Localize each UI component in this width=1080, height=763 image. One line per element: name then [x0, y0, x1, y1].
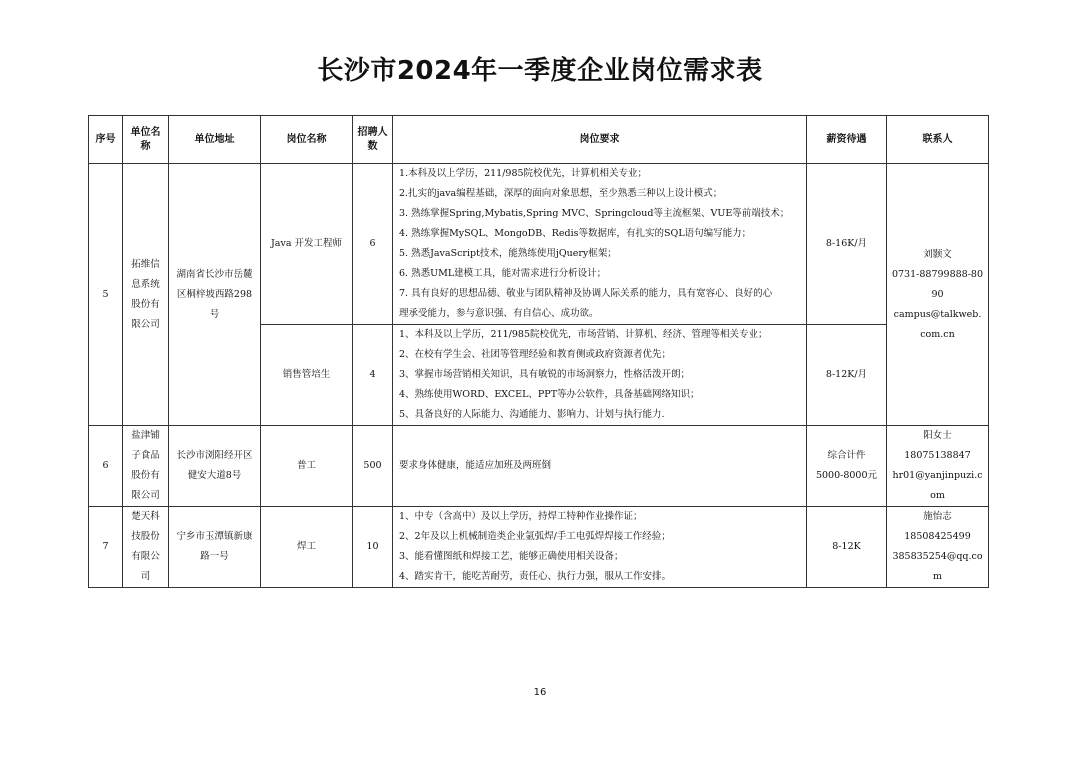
- table-row: [89, 507, 989, 588]
- requirement-line: 1、本科及以上学历，211/985院校优先，市场营销、计算机、经济、管理等相关专业；: [399, 329, 768, 340]
- position-requirements: [393, 426, 807, 507]
- row-number: 5: [89, 164, 123, 426]
- table-row: [89, 426, 989, 507]
- salary: 8-12K/月: [807, 325, 887, 426]
- position-requirements: [393, 164, 807, 325]
- table-row: [89, 164, 989, 325]
- requirement-line: 6. 熟悉UML建模工具，能对需求进行分析设计；: [399, 268, 607, 279]
- page-title: 长沙市2024年一季度企业岗位需求表: [317, 56, 763, 86]
- position-requirements: [393, 325, 807, 426]
- requirement-line: 1.本科及以上学历，211/985院校优先，计算机相关专业；: [399, 168, 648, 179]
- header-no: 序号: [89, 116, 123, 164]
- requirement-line: 2、在校有学生会、社团等管理经验和教育侧或政府资源者优先；: [399, 349, 672, 360]
- hire-count: 6: [353, 164, 393, 325]
- header-position: 岗位名称: [261, 116, 353, 164]
- position-name: 普工: [261, 426, 353, 507]
- requirement-line: 3. 熟练掌握Spring,Mybatis,Spring MVC、Springcloud等主流框架、VUE等前端技术；: [399, 208, 790, 219]
- header-address: 单位地址: [169, 116, 261, 164]
- company-name: 盐津铺子食品股份有限公司: [123, 426, 169, 507]
- table-body: [89, 164, 989, 588]
- company-name: 楚天科技股份有限公司: [123, 507, 169, 588]
- row-number: 6: [89, 426, 123, 507]
- requirement-line: 2、2年及以上机械制造类企业氩弧焊/手工电弧焊焊接工作经验；: [399, 531, 671, 542]
- position-name: 焊工: [261, 507, 353, 588]
- requirement-line: 3、能看懂图纸和焊接工艺，能够正确使用相关设备；: [399, 551, 624, 562]
- salary: 8-16K/月: [807, 164, 887, 325]
- salary: 8-12K: [807, 507, 887, 588]
- requirement-line: 理承受能力，参与意识强、有自信心、成功欲。: [399, 308, 599, 319]
- contact-info: 施怡志 18508425499 385835254@qq.com: [887, 507, 989, 588]
- position-name: 销售管培生: [261, 325, 353, 426]
- hire-count: 500: [353, 426, 393, 507]
- hire-count: 10: [353, 507, 393, 588]
- contact-info: 刘颢文 0731-88799888-8090 campus@talkweb.com.cn: [887, 164, 989, 426]
- header-company: 单位名称: [123, 116, 169, 164]
- job-table: [88, 115, 989, 588]
- header-requirements: 岗位要求: [393, 116, 807, 164]
- requirement-line: 4. 熟练掌握MySQL、MongoDB、Redis等数据库，有扎实的SQL语句编写能力；: [399, 228, 752, 239]
- requirement-line: 7. 具有良好的思想品德、敬业与团队精神及协调人际关系的能力，具有宽容心、良好的心: [399, 288, 773, 299]
- contact-info: 阳女士 18075138847 hr01@yanjinpuzi.com: [887, 426, 989, 507]
- header-salary: 薪资待遇: [807, 116, 887, 164]
- requirement-line: 3、掌握市场营销相关知识，具有敏锐的市场洞察力，性格活泼开朗；: [399, 369, 691, 380]
- requirement-line: 2.扎实的java编程基础，深厚的面向对象思想，至少熟悉三种以上设计模式；: [399, 188, 723, 199]
- requirement-line: 5. 熟悉JavaScript技术，能熟练使用jQuery框架；: [399, 248, 617, 259]
- requirement-line: 1、中专（含高中）及以上学历，持焊工特种作业操作证；: [399, 511, 643, 522]
- requirement-line: 4、踏实肯干，能吃苦耐劳，责任心、执行力强，服从工作安排。: [399, 571, 672, 582]
- row-number: 7: [89, 507, 123, 588]
- table-header-row: [89, 116, 989, 164]
- requirement-line: 要求身体健康，能适应加班及两班倒: [399, 460, 552, 471]
- header-contact: 联系人: [887, 116, 989, 164]
- salary: 综合计件 5000-8000元: [807, 426, 887, 507]
- company-address: 长沙市浏阳经开区健安大道8号: [169, 426, 261, 507]
- company-name: 拓维信息系统股份有限公司: [123, 164, 169, 426]
- requirement-line: 5、具备良好的人际能力、沟通能力、影响力、计划与执行能力.: [399, 409, 665, 420]
- company-address: 湖南省长沙市岳麓区桐梓坡西路298号: [169, 164, 261, 426]
- position-name: Java 开发工程师: [261, 164, 353, 325]
- hire-count: 4: [353, 325, 393, 426]
- requirement-line: 4、熟练使用WORD、EXCEL、PPT等办公软件，具备基础网络知识；: [399, 389, 700, 400]
- company-address: 宁乡市玉潭镇新康路一号: [169, 507, 261, 588]
- page-number: 16: [533, 687, 547, 698]
- header-count: 招聘人数: [353, 116, 393, 164]
- position-requirements: [393, 507, 807, 588]
